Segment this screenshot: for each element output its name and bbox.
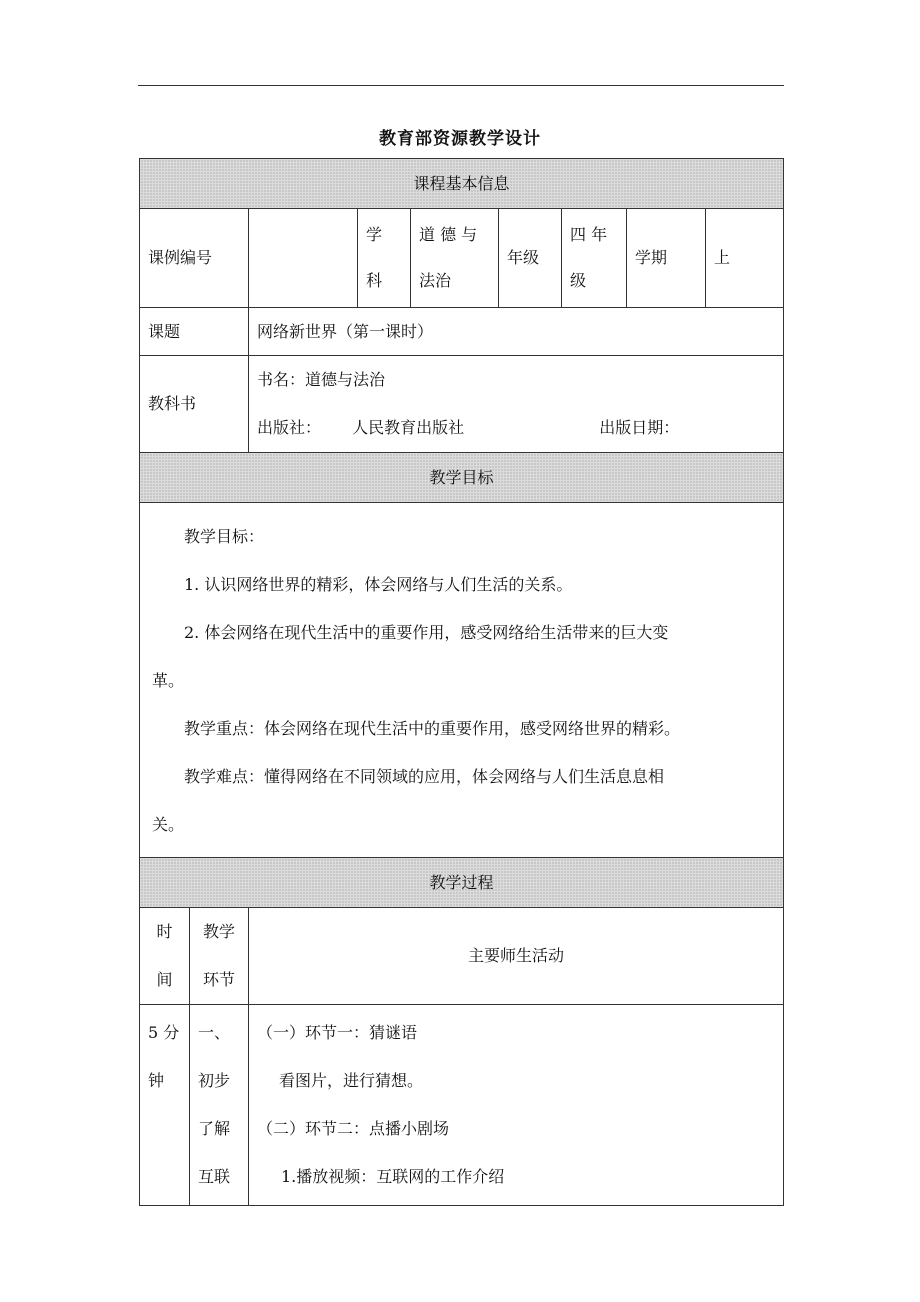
- objective-item-2-cont: 革。: [152, 671, 185, 690]
- pub-date-label: 出版日期：: [599, 418, 680, 437]
- row1-stage: 一、 初步 了解 互联: [190, 1005, 249, 1206]
- objectives-content: [140, 503, 784, 858]
- activity-step-1-detail: 看图片，进行猜想。: [279, 1071, 424, 1090]
- publisher-line: [257, 404, 775, 452]
- objectives-row: [140, 503, 784, 858]
- lesson-design-table: [139, 158, 784, 1206]
- activity-step-2-detail: 1.播放视频：互联网的工作介绍: [281, 1167, 505, 1186]
- textbook-row: [140, 356, 784, 453]
- document-title: 教育部资源教学设计: [379, 129, 541, 149]
- basic-info-header-row: [140, 159, 784, 209]
- header-rule: [138, 85, 784, 86]
- col-activity-header: 主要师生活动: [249, 908, 784, 1005]
- key-point: 教学重点：体会网络在现代生活中的重要作用，感受网络世界的精彩。: [184, 719, 681, 738]
- objective-item-1: 1. 认识网络世界的精彩，体会网络与人们生活的关系。: [184, 575, 573, 594]
- term-value: 上: [706, 209, 784, 308]
- activity-step-2: （二）环节二：点播小剧场: [257, 1119, 450, 1138]
- topic-label: 课题: [140, 308, 249, 356]
- difficulty: 教学难点：懂得网络在不同领域的应用，体会网络与人们生活息息相: [184, 767, 665, 786]
- row1-activities: [249, 1005, 784, 1206]
- publisher-label: 出版社：: [257, 418, 322, 437]
- process-header-row: [140, 858, 784, 908]
- topic-row: [140, 308, 784, 356]
- grade-value: 四 年 级: [562, 209, 627, 308]
- basic-info-heading: 课程基本信息: [140, 159, 784, 209]
- row1-time: 5 分 钟: [140, 1005, 190, 1206]
- textbook-info: [249, 356, 784, 453]
- objectives-intro: 教学目标：: [184, 527, 265, 546]
- textbook-label: 教科书: [140, 356, 249, 453]
- difficulty-cont: 关。: [152, 815, 185, 834]
- subject-value: 道 德 与 法治: [411, 209, 499, 308]
- activity-step-1: （一）环节一：猜谜语: [257, 1023, 418, 1042]
- col-stage-header: 教学 环节: [190, 908, 249, 1005]
- objective-item-2: 2. 体会网络在现代生活中的重要作用，感受网络给生活带来的巨大变: [184, 623, 669, 642]
- grade-label: 年级: [499, 209, 562, 308]
- process-row-1: [140, 1005, 784, 1206]
- case-number-value: [249, 209, 358, 308]
- case-number-label: 课例编号: [140, 209, 249, 308]
- topic-value: 网络新世界（第一课时）: [249, 308, 784, 356]
- book-name: 书名：道德与法治: [257, 370, 386, 389]
- objectives-header-row: [140, 453, 784, 503]
- subject-label: 学 科: [358, 209, 411, 308]
- term-label: 学期: [627, 209, 706, 308]
- col-time-header: 时 间: [140, 908, 190, 1005]
- objectives-heading: 教学目标: [140, 453, 784, 503]
- publisher-value: 人民教育出版社: [352, 418, 465, 437]
- process-heading: 教学过程: [140, 858, 784, 908]
- info-row: [140, 209, 784, 308]
- process-columns-row: [140, 908, 784, 1005]
